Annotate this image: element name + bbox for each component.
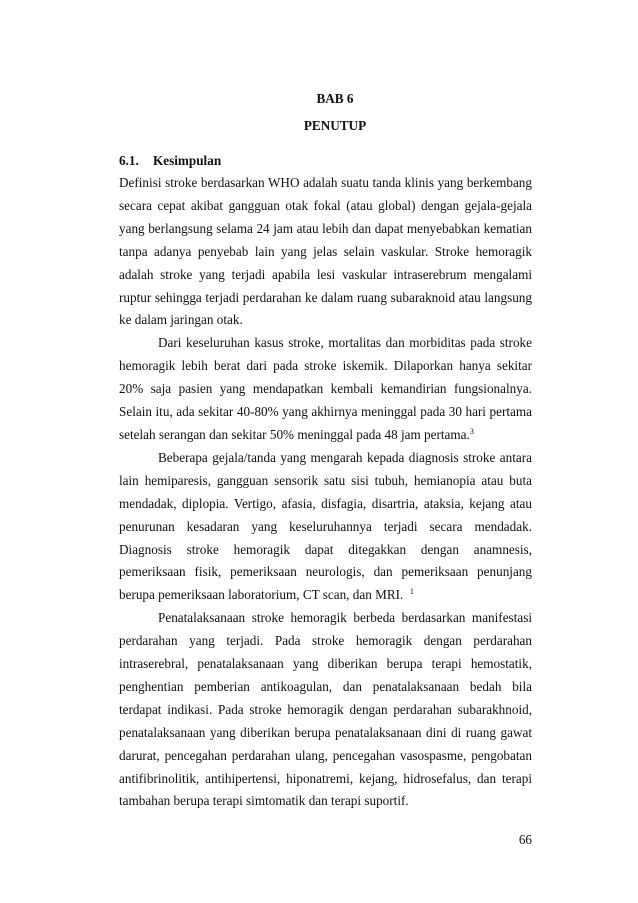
body-text xyxy=(119,172,532,813)
section-heading xyxy=(119,153,221,169)
paragraph-text: Penatalaksanaan stroke hemoragik berbeda berdasarkan manifestasi perdarahan yang terjadi. Pada stroke hemoragik dengan perdarahan intraserebral, penatalaksanaan yang diberikan berupa terapi hemostatik, penghentian pemberian antikoagulan, dan penatalaksanaan bedah bila terdapat indikasi. Pada stroke hemoragik dengan perdarahan subarakhnoid, penatalaksanaan yang diberikan berupa penatalaksanaan dini di ruang gawat darurat, pencegahan perdarahan ulang, pencegahan vasospasme, pengobatan antifibrinolitik, antihipertensi, hiponatremi, kejang, hidrosefalus, dan terapi tambahan berupa terapi simtomatik dan terapi suportif. xyxy=(119,610,532,809)
chapter-title: PENUTUP xyxy=(303,118,367,133)
paragraph-text: Definisi stroke berdasarkan WHO adalah suatu tanda klinis yang berkembang secara cepat akibat gangguan otak fokal (atau global) dengan gejala-gejala yang berlangsung selama 24 jam atau lebih dan dapat menyebabkan kematian tanpa adanya penyebab lain yang jelas selain vaskular. Stroke hemoragik adalah stroke yang terjadi apabila lesi vaskular intraserebrum mengalami ruptur sehingga terjadi perdarahan ke dalam ruang subaraknoid atau langsung ke dalam jaringan otak. xyxy=(119,175,532,328)
section-number: 6.1. xyxy=(119,153,139,168)
paragraph-definition xyxy=(119,172,532,332)
citation-marker: 1 xyxy=(409,587,414,597)
chapter-heading: BAB 6 xyxy=(316,91,354,106)
paragraph-symptoms xyxy=(119,447,532,607)
paragraph-treatment xyxy=(119,607,532,813)
citation-marker: 3 xyxy=(469,426,474,436)
page-number: 66 xyxy=(518,832,532,847)
paragraph-text: Beberapa gejala/tanda yang mengarah kepada diagnosis stroke antara lain hemiparesis, gangguan sensorik satu sisi tubuh, hemianopia atau buta mendadak, diplopia. Vertigo, afasia, disfagia, disartria, ataksia, kejang atau penurunan kesadaran yang keseluruhannya terjadi secara mendadak. Diagnosis stroke hemoragik dapat ditegakkan dengan anamnesis, pemeriksaan fisik, pemeriksaan neurologis, dan pemeriksaan penunjang berupa pemeriksaan laboratorium, CT scan, dan MRI. xyxy=(119,449,532,603)
paragraph-text: Dari keseluruhan kasus stroke, mortalitas dan morbiditas pada stroke hemoragik lebih berat dari pada stroke iskemik. Dilaporkan hanya sekitar 20% saja pasien yang mendapatkan kembali kemandirian fungsionalnya. Selain itu, ada sekitar 40-80% yang akhirnya meninggal pada 30 hari pertama setelah serangan dan sekitar 50% meninggal pada 48 jam pertama. xyxy=(119,335,532,442)
paragraph-mortality xyxy=(119,332,532,447)
section-title: Kesimpulan xyxy=(153,153,222,168)
